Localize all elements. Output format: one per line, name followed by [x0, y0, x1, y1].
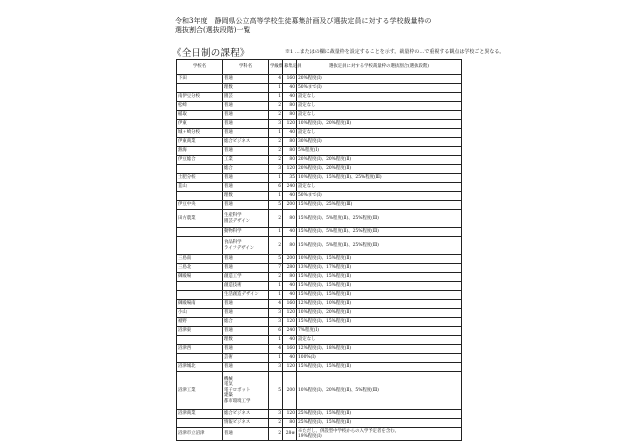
classes-cell: 2 [269, 111, 283, 120]
ratio-cell: 10%程度(Ⅰ)、20%程度(Ⅱ) [297, 309, 462, 318]
table-row [177, 282, 462, 291]
school-cell: 熱海 [177, 147, 223, 156]
classes-cell: 2 [269, 273, 283, 282]
ratio-cell: 10%程度(Ⅰ)、20%程度(Ⅱ) [297, 120, 462, 129]
table-row [177, 93, 462, 102]
department-cell: 工業 [223, 156, 269, 165]
capacity-cell: 80 [283, 138, 297, 147]
table-row [177, 410, 462, 419]
department-cell: 普通 [223, 75, 269, 84]
table-row [177, 120, 462, 129]
ratio-cell: 30%程度(Ⅰ) [297, 138, 462, 147]
table-row [177, 174, 462, 183]
ratio-cell: 50%まで(Ⅰ) [297, 84, 462, 93]
department-cell: 生産科学 園芸デザイン [223, 210, 269, 228]
department-cell: 園芸 [223, 93, 269, 102]
department-cell: 総合ビジネス [223, 410, 269, 419]
table-row [177, 363, 462, 372]
capacity-cell: 40 [283, 84, 297, 93]
table-row [177, 102, 462, 111]
classes-cell: 1 [269, 282, 283, 291]
school-cell: 三島北 [177, 264, 223, 273]
school-cell: 沼津工業 [177, 372, 223, 410]
document-title: 令和3年度 静岡県公立高等学校生徒募集計画及び選抜定員に対する学校裁量枠の 選抜割合(選抜段階)一覧 [175, 17, 432, 34]
classes-cell: 1 [269, 174, 283, 183]
footnote: ※1 …またはの欄に裁量枠を設定することを示す。裁量枠の…で重視する観点は学校ごと異なる。 [285, 49, 505, 55]
capacity-cell: 200 [283, 255, 297, 264]
school-cell: 御殿場 [177, 273, 223, 282]
school-cell: 沼津城北 [177, 363, 223, 372]
table-row [177, 327, 462, 336]
capacity-cell: 120 [283, 165, 297, 174]
classes-cell: 6 [269, 183, 283, 192]
capacity-cell: 160 [283, 75, 297, 84]
capacity-cell: 80 [283, 111, 297, 120]
table-row [177, 111, 462, 120]
ratio-cell: 設定なし [297, 93, 462, 102]
school-cell: 土肥分校 [177, 174, 223, 183]
school-cell [177, 354, 223, 363]
ratio-cell: 13%程度(Ⅰ)、17%程度(Ⅱ) [297, 264, 462, 273]
table-row [177, 156, 462, 165]
capacity-cell: 120 [283, 363, 297, 372]
department-cell: 普通 [223, 428, 269, 441]
department-cell: 総合 [223, 165, 269, 174]
capacity-cell: 28※ [283, 428, 297, 441]
section-heading: 《全日制の課程》 [172, 48, 250, 59]
ratio-cell: 25%程度(Ⅰ)、15%程度(Ⅱ) [297, 410, 462, 419]
classes-cell: 2 [269, 156, 283, 165]
school-cell [177, 84, 223, 93]
classes-cell: 6 [269, 327, 283, 336]
department-cell: 普通 [223, 345, 269, 354]
capacity-cell: 200 [283, 372, 297, 410]
school-cell: 下田 [177, 75, 223, 84]
school-cell [177, 237, 223, 255]
school-cell: 裾野 [177, 318, 223, 327]
classes-cell: 1 [269, 93, 283, 102]
classes-cell: 7 [269, 264, 283, 273]
table-header [177, 60, 462, 75]
classes-cell: 5 [269, 255, 283, 264]
department-cell: 創造技術 [223, 282, 269, 291]
table-row [177, 318, 462, 327]
ratio-cell: 20%程度(Ⅰ)、20%程度(Ⅱ) [297, 156, 462, 165]
capacity-cell: 80 [283, 147, 297, 156]
department-cell: 普通 [223, 183, 269, 192]
capacity-cell: 40 [283, 291, 297, 300]
school-cell: 稲取 [177, 111, 223, 120]
capacity-cell: 80 [283, 210, 297, 228]
ratio-cell: 20%程度(Ⅰ) [297, 75, 462, 84]
school-cell: 御殿場南 [177, 300, 223, 309]
table-row [177, 75, 462, 84]
school-cell: 沼津商業 [177, 410, 223, 419]
ratio-cell: 15%程度(Ⅰ)、15%程度(Ⅱ) [297, 282, 462, 291]
classes-cell: 2 [269, 419, 283, 428]
school-cell: 田方農業 [177, 210, 223, 228]
department-cell: 理数 [223, 84, 269, 93]
ratio-cell: 設定なし [297, 129, 462, 138]
school-cell: 南伊豆分校 [177, 93, 223, 102]
table-row [177, 255, 462, 264]
table-row [177, 138, 462, 147]
ratio-cell: 設定なし [297, 336, 462, 345]
ratio-cell: 15%程度(Ⅰ)、15%程度(Ⅱ) [297, 363, 462, 372]
capacity-cell: 160 [283, 300, 297, 309]
classes-cell: 4 [269, 300, 283, 309]
classes-cell: 1 [269, 84, 283, 93]
classes-cell: 4 [269, 345, 283, 354]
classes-cell: 5 [269, 372, 283, 410]
header-school: 学校名 [177, 60, 223, 75]
classes-cell: 3 [269, 120, 283, 129]
ratio-cell: 5%程度(Ⅰ) [297, 147, 462, 156]
table-row [177, 372, 462, 410]
classes-cell: 1 [269, 336, 283, 345]
department-cell: 情報ビジネス [223, 419, 269, 428]
department-cell: 普通 [223, 147, 269, 156]
department-cell: 創造工学 [223, 273, 269, 282]
school-cell: 松崎 [177, 102, 223, 111]
capacity-cell: 160 [283, 345, 297, 354]
school-cell [177, 192, 223, 201]
table-row [177, 210, 462, 228]
department-cell: 機械 電気 電子ロボット 建築 都市環境工学 [223, 372, 269, 410]
table-row [177, 129, 462, 138]
classes-cell: 1 [269, 354, 283, 363]
department-cell: 普通 [223, 309, 269, 318]
table-row [177, 336, 462, 345]
capacity-cell: 40 [283, 228, 297, 237]
classes-cell: 3 [269, 309, 283, 318]
classes-cell: 5 [269, 201, 283, 210]
department-cell: 動物科学 [223, 228, 269, 237]
capacity-cell: 80 [283, 419, 297, 428]
ratio-cell: 設定なし [297, 102, 462, 111]
capacity-cell: 80 [283, 156, 297, 165]
table-row [177, 273, 462, 282]
school-cell [177, 291, 223, 300]
school-cell [177, 419, 223, 428]
school-cell: 伊豆総合 [177, 156, 223, 165]
ratio-cell: 15%程度(Ⅰ)、25%程度(Ⅲ) [297, 201, 462, 210]
capacity-cell: 280 [283, 264, 297, 273]
table-row [177, 201, 462, 210]
department-cell: 普通 [223, 300, 269, 309]
department-cell: 普通 [223, 264, 269, 273]
ratio-cell: 12%程度(Ⅰ)、10%程度(Ⅱ) [297, 300, 462, 309]
ratio-cell: 10%程度(Ⅰ)、15%程度(Ⅱ) [297, 255, 462, 264]
ratio-cell: 15%程度(Ⅰ)、5%程度(Ⅱ)、25%程度(Ⅲ) [297, 237, 462, 255]
department-cell: 理数 [223, 336, 269, 345]
department-cell: 食品科学 ライフデザイン [223, 237, 269, 255]
classes-cell: 3 [269, 410, 283, 419]
table-row [177, 300, 462, 309]
classes-cell: 1 [269, 192, 283, 201]
classes-cell: 2 [269, 428, 283, 441]
school-cell: 伊豆中央 [177, 201, 223, 210]
classes-cell: 4 [269, 75, 283, 84]
table-row [177, 165, 462, 174]
table-row [177, 183, 462, 192]
school-cell [177, 165, 223, 174]
school-cell [177, 282, 223, 291]
department-cell: 普通 [223, 363, 269, 372]
ratio-cell: 12%程度(Ⅰ)、18%程度(Ⅱ) [297, 345, 462, 354]
capacity-cell: 40 [283, 129, 297, 138]
classes-cell: 2 [269, 147, 283, 156]
capacity-cell: 80 [283, 237, 297, 255]
ratio-cell: 50%まで(Ⅰ) [297, 192, 462, 201]
table-row [177, 354, 462, 363]
capacity-cell: 35 [283, 174, 297, 183]
department-cell: 芸術 [223, 354, 269, 363]
table-row [177, 84, 462, 93]
header-ratio: 選抜定員に対する学校裁量枠の選抜割合(選抜段階) [297, 60, 462, 75]
table-row [177, 345, 462, 354]
table-row [177, 228, 462, 237]
ratio-cell: 20%程度(Ⅰ)、20%程度(Ⅱ) [297, 165, 462, 174]
classes-cell: 1 [269, 291, 283, 300]
capacity-cell: 80 [283, 273, 297, 282]
classes-cell: 1 [269, 228, 283, 237]
ratio-cell: 15%程度(Ⅰ)、15%程度(Ⅱ) [297, 291, 462, 300]
department-cell: 普通 [223, 174, 269, 183]
classes-cell: 2 [269, 210, 283, 228]
ratio-cell: 15%程度(Ⅰ)、5%程度(Ⅱ)、25%程度(Ⅲ) [297, 210, 462, 228]
capacity-cell: 120 [283, 309, 297, 318]
ratio-cell: 15%程度(Ⅰ)、15%程度(Ⅱ) [297, 273, 462, 282]
department-cell: 普通 [223, 129, 269, 138]
department-cell: 普通 [223, 327, 269, 336]
table-body [177, 75, 462, 441]
school-cell: 小山 [177, 309, 223, 318]
school-cell: 伊東 [177, 120, 223, 129]
capacity-cell: 240 [283, 183, 297, 192]
table-row [177, 428, 462, 441]
header-classes: 学級数 [269, 60, 283, 75]
ratio-cell: 設定なし [297, 183, 462, 192]
school-cell: 伊東商業 [177, 138, 223, 147]
table-row [177, 419, 462, 428]
school-cell [177, 228, 223, 237]
department-cell: 総合 [223, 318, 269, 327]
department-cell: 普通 [223, 111, 269, 120]
table-row [177, 192, 462, 201]
capacity-cell: 120 [283, 120, 297, 129]
classes-cell: 2 [269, 237, 283, 255]
department-cell: 普通 [223, 201, 269, 210]
capacity-cell: 80 [283, 102, 297, 111]
classes-cell: 3 [269, 318, 283, 327]
ratio-cell: 設定なし [297, 111, 462, 120]
classes-cell: 3 [269, 165, 283, 174]
capacity-cell: 120 [283, 410, 297, 419]
department-cell: 普通 [223, 255, 269, 264]
header-capacity: 募集定員 [283, 60, 297, 75]
quota-table [176, 59, 462, 441]
ratio-cell: 100%(Ⅰ) [297, 354, 462, 363]
classes-cell: 3 [269, 363, 283, 372]
capacity-cell: 240 [283, 327, 297, 336]
ratio-cell: ※ただし、併設型中学校からの入学予定者を含む。 19%程度(Ⅰ) [297, 428, 462, 441]
ratio-cell: 25%程度(Ⅰ)、15%程度(Ⅱ) [297, 419, 462, 428]
ratio-cell: 15%程度(Ⅰ)、5%程度(Ⅱ)、25%程度(Ⅲ) [297, 228, 462, 237]
classes-cell: 1 [269, 129, 283, 138]
school-cell: 沼津西 [177, 345, 223, 354]
school-cell [177, 336, 223, 345]
department-cell: 総合ビジネス [223, 138, 269, 147]
school-cell: 沼津市立沼津 [177, 428, 223, 441]
school-cell: 三島南 [177, 255, 223, 264]
ratio-cell: 7%程度(Ⅰ) [297, 327, 462, 336]
school-cell: 城ヶ崎分校 [177, 129, 223, 138]
school-cell: 沼津東 [177, 327, 223, 336]
table-row [177, 237, 462, 255]
table-row [177, 291, 462, 300]
school-cell: 韮山 [177, 183, 223, 192]
capacity-cell: 120 [283, 318, 297, 327]
classes-cell: 2 [269, 138, 283, 147]
capacity-cell: 200 [283, 201, 297, 210]
capacity-cell: 40 [283, 282, 297, 291]
capacity-cell: 40 [283, 354, 297, 363]
capacity-cell: 40 [283, 192, 297, 201]
capacity-cell: 40 [283, 336, 297, 345]
header-department: 学科名 [223, 60, 269, 75]
ratio-cell: 10%程度(Ⅰ)、15%程度(Ⅱ)、25%程度(Ⅲ) [297, 174, 462, 183]
ratio-cell: 10%程度(Ⅰ)、20%程度(Ⅱ)、5%程度(Ⅲ) [297, 372, 462, 410]
department-cell: 普通 [223, 102, 269, 111]
department-cell: 理数 [223, 192, 269, 201]
classes-cell: 2 [269, 102, 283, 111]
capacity-cell: 40 [283, 93, 297, 102]
department-cell: 生活創造デザイン [223, 291, 269, 300]
table-row [177, 264, 462, 273]
table-row [177, 309, 462, 318]
department-cell: 普通 [223, 120, 269, 129]
table-row [177, 147, 462, 156]
ratio-cell: 15%程度(Ⅰ)、15%程度(Ⅱ) [297, 318, 462, 327]
